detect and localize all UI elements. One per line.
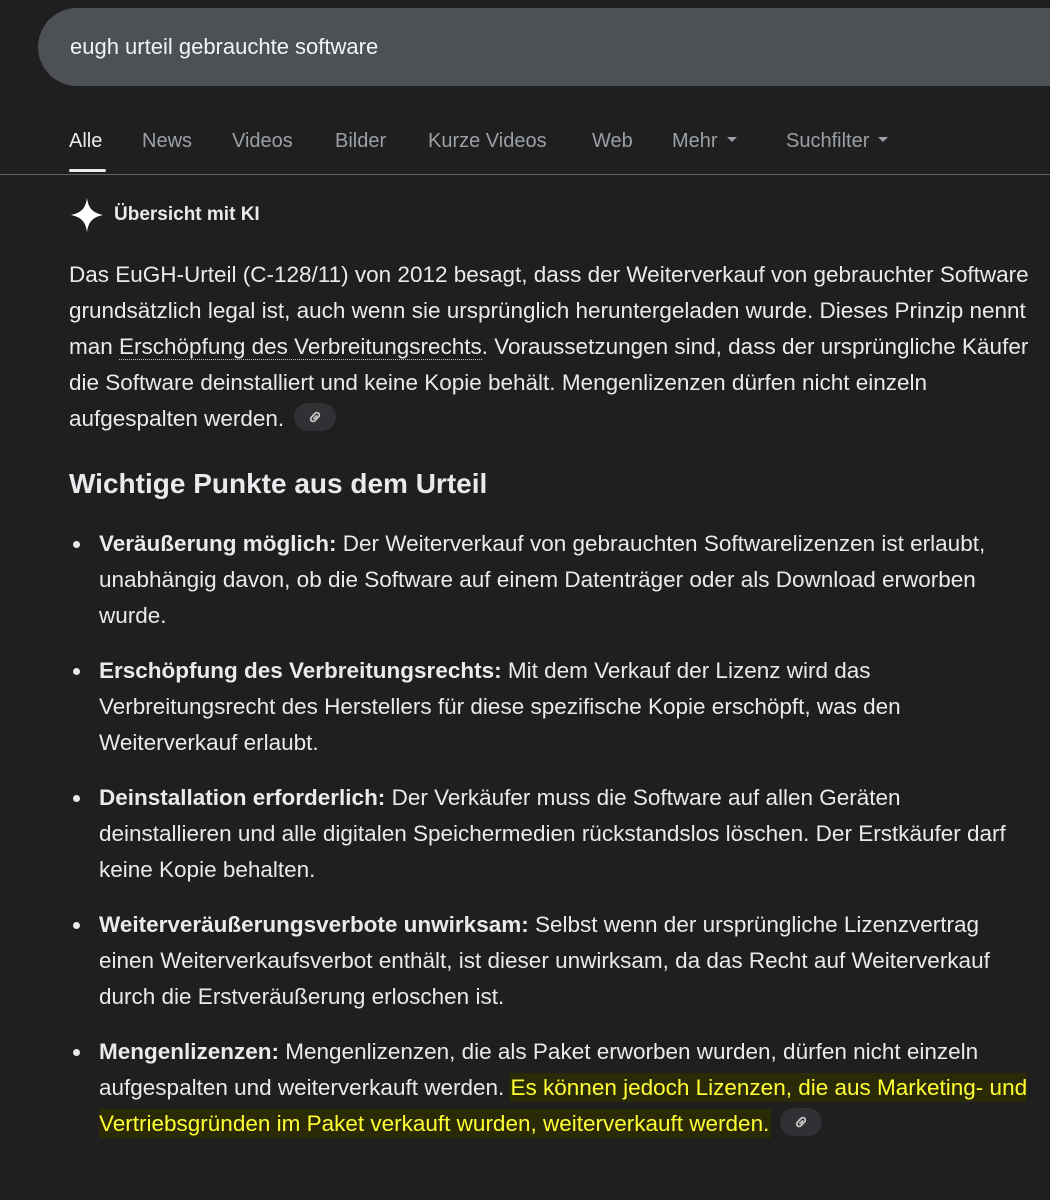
list-item	[69, 907, 1029, 1015]
list-item	[69, 780, 1029, 888]
tab-suchfilter[interactable]	[786, 130, 888, 153]
tab-alle[interactable]: Alle	[69, 130, 103, 152]
point-text: Selbst wenn der ursprüngliche Lizenzvertrag einen Weiterverkaufsverbot enthält, ist dieser unwirksam, da das Recht auf Weiterverkauf durch die Erstveräußerung erloschen ist.	[99, 912, 990, 1009]
point-label: Weiterveräußerungsverbote unwirksam:	[99, 912, 529, 937]
point-label: Erschöpfung des Verbreitungsrechts:	[99, 658, 502, 683]
bullet	[73, 795, 80, 802]
source-link-button[interactable]	[780, 1108, 822, 1136]
bullet	[73, 668, 80, 675]
tab-videos[interactable]: Videos	[232, 130, 293, 152]
summary-text-1: Das EuGH-Urteil (C-128/11) von 2012 besagt, dass der Weiterverkauf von gebrauchter Software grundsätzlich legal ist, auch wenn sie ursprünglich heruntergeladen wurde. Dieses Prinzip nennt man	[69, 262, 1029, 359]
summary-text-2: . Voraussetzungen sind, dass der ursprüngliche Käufer die Software deinstalliert und keine Kopie behält. Mengenlizenzen dürfen nicht einzeln aufgespalten werden.	[69, 334, 1029, 431]
tab-news[interactable]: News	[142, 130, 193, 152]
chevron-down-icon	[727, 137, 737, 142]
search-bar[interactable]	[38, 8, 1050, 86]
link-icon	[307, 409, 323, 425]
list-item	[69, 1034, 1029, 1142]
ai-overview-title: Übersicht mit KI	[114, 204, 260, 225]
link-icon	[793, 1114, 809, 1130]
point-label: Deinstallation erforderlich:	[99, 785, 386, 810]
point-label: Veräußerung möglich:	[99, 531, 337, 556]
active-tab-indicator	[69, 169, 106, 172]
key-points-list	[69, 526, 1029, 1161]
point-text: Der Verkäufer muss die Software auf allen Geräten deinstallieren und alle digitalen Speichermedien rückstandslos löschen. Der Erstkäufer darf keine Kopie behalten.	[99, 785, 1006, 882]
tab-web[interactable]: Web	[592, 130, 633, 152]
tab-mehr[interactable]	[672, 130, 737, 153]
search-tabs	[0, 118, 1050, 174]
point-label: Mengenlizenzen:	[99, 1039, 280, 1064]
list-item	[69, 653, 1029, 761]
tab-bilder[interactable]: Bilder	[335, 130, 387, 152]
point-text: Mit dem Verkauf der Lizenz wird das Verbreitungsrecht des Herstellers für diese spezifische Kopie erschöpft, was den Weiterverkauf erlaubt.	[99, 658, 901, 755]
ai-summary	[69, 257, 1039, 437]
tab-mehr-label: Mehr	[672, 130, 718, 152]
source-link-button[interactable]	[294, 403, 336, 431]
point-text: Mengenlizenzen, die als Paket erworben wurden, dürfen nicht einzeln aufgespalten und weiterverkauft werden.	[99, 1039, 979, 1100]
section-heading: Wichtige Punkte aus dem Urteil	[69, 468, 488, 499]
tab-kurze-videos[interactable]: Kurze Videos	[428, 130, 547, 152]
point-text: Der Weiterverkauf von gebrauchten Softwarelizenzen ist erlaubt, unabhängig davon, ob die Software auf einem Datenträger oder als Download erworben wurde.	[99, 531, 986, 628]
sparkle-icon	[69, 197, 105, 233]
chevron-down-icon	[878, 137, 888, 142]
bullet	[73, 922, 80, 929]
search-input[interactable]: eugh urteil gebrauchte software	[70, 34, 379, 59]
highlighted-text: Es können jedoch Lizenzen, die aus Marketing- und Vertriebsgründen im Paket verkauft wurden, weiterverkauft werden.	[99, 1075, 1028, 1136]
tab-suchfilter-label: Suchfilter	[786, 130, 870, 152]
bullet	[73, 1049, 80, 1056]
tabs-divider	[0, 174, 1050, 175]
list-item	[69, 526, 1029, 634]
summary-term-link[interactable]: Erschöpfung des Verbreitungsrechts	[119, 334, 482, 359]
bullet	[73, 541, 80, 548]
